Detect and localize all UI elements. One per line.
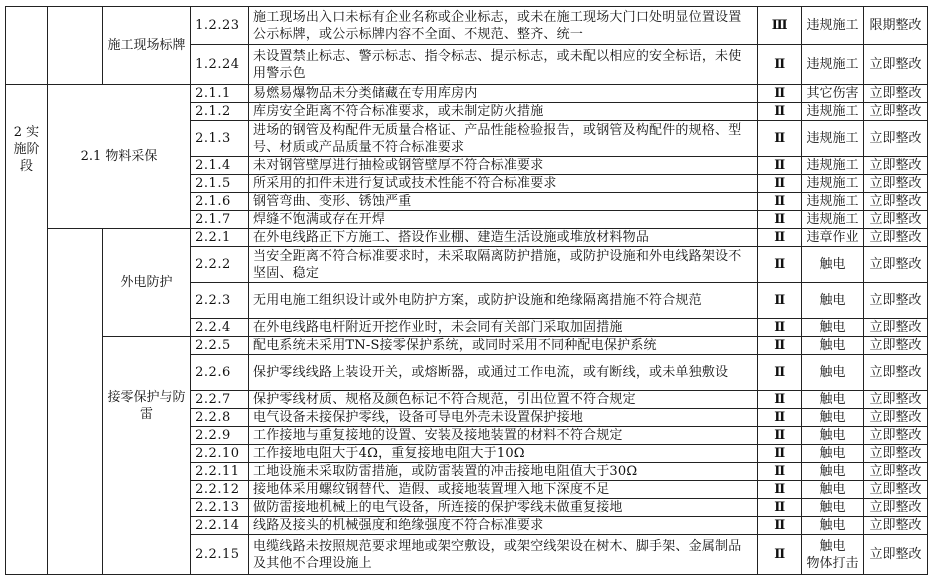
table-row — [6, 7, 928, 45]
hazard-level: Ⅱ — [758, 247, 802, 283]
item-description: 施工现场出入口未标有企业名称或企业标志，或未在施工现场大门口处明显位置设置公示标牌，或公示标牌内容不全面、不规范、整齐、统一 — [249, 7, 758, 45]
accident-type: 违规施工 — [801, 121, 863, 157]
hazard-level: Ⅱ — [758, 45, 802, 85]
item-code: 2.2.15 — [191, 535, 249, 575]
accident-type: 违规施工 — [801, 7, 863, 45]
hazard-level: Ⅱ — [758, 229, 802, 247]
rectify-action: 立即整改 — [863, 319, 927, 337]
rectify-action: 立即整改 — [863, 45, 927, 85]
item-description: 在外电线路正下方施工、搭设作业棚、建造生活设施或堆放材料物品 — [249, 229, 758, 247]
rectify-action: 立即整改 — [863, 283, 927, 319]
accident-type: 触电 — [801, 517, 863, 535]
hazard-level: Ⅱ — [758, 211, 802, 229]
rectify-action: 立即整改 — [863, 499, 927, 517]
item-code: 2.1.6 — [191, 193, 249, 211]
item-code: 2.2.6 — [191, 355, 249, 391]
hazard-level: Ⅱ — [758, 175, 802, 193]
rectify-action: 立即整改 — [863, 337, 927, 355]
item-code: 2.2.13 — [191, 499, 249, 517]
section-material-procurement: 2.1 物料采保 — [47, 85, 190, 229]
accident-type: 触电 — [801, 499, 863, 517]
accident-type: 触电 — [801, 283, 863, 319]
rectify-action: 立即整改 — [863, 157, 927, 175]
item-code: 2.2.8 — [191, 409, 249, 427]
stage-cell-continued — [6, 7, 48, 85]
hazard-level: Ⅱ — [758, 463, 802, 481]
hazard-level: Ⅱ — [758, 103, 802, 121]
item-description: 工作接地电阻大于4Ω，重复接地电阻大于10Ω — [249, 445, 758, 463]
item-code: 2.1.1 — [191, 85, 249, 103]
rectify-action: 立即整改 — [863, 85, 927, 103]
item-description: 电缆线路未按照规范要求埋地或架空敷设，或架空线架设在树木、脚手架、金属制品及其他不合理设施上 — [249, 535, 758, 575]
rectify-action: 立即整改 — [863, 247, 927, 283]
item-description: 进场的钢管及构配件无质量合格证、产品性能检验报告，或钢管及构配件的规格、型号、材质或产品质量不符合标准要求 — [249, 121, 758, 157]
item-code: 2.2.7 — [191, 391, 249, 409]
rectify-action: 立即整改 — [863, 121, 927, 157]
accident-type: 违规施工 — [801, 193, 863, 211]
accident-type: 触电 — [801, 463, 863, 481]
accident-type: 触电 — [801, 337, 863, 355]
stage-cell — [6, 85, 48, 575]
accident-type: 触电 — [801, 319, 863, 337]
hazard-level: Ⅱ — [758, 409, 802, 427]
hazard-level: Ⅱ — [758, 445, 802, 463]
hazard-level: Ⅱ — [758, 193, 802, 211]
section-cell-continued — [47, 7, 102, 85]
rectify-action: 立即整改 — [863, 463, 927, 481]
accident-type: 触电 — [801, 427, 863, 445]
hazard-level: Ⅱ — [758, 391, 802, 409]
hazard-table — [5, 6, 928, 575]
item-description: 配电系统未采用TN-S接零保护系统，或同时采用不同种配电保护系统 — [249, 337, 758, 355]
accident-type: 其它伤害 — [801, 85, 863, 103]
item-code: 2.2.4 — [191, 319, 249, 337]
item-code: 2.2.3 — [191, 283, 249, 319]
hazard-level: Ⅱ — [758, 283, 802, 319]
item-code: 2.2.5 — [191, 337, 249, 355]
rectify-action: 立即整改 — [863, 535, 927, 575]
item-description: 工作接地与重复接地的设置、安装及接地装置的材料不符合规定 — [249, 427, 758, 445]
item-code: 2.2.11 — [191, 463, 249, 481]
item-code: 1.2.24 — [191, 45, 249, 85]
item-description: 在外电线路电杆附近开挖作业时，未会同有关部门采取加固措施 — [249, 319, 758, 337]
accident-type: 违规施工 — [801, 175, 863, 193]
item-code: 1.2.23 — [191, 7, 249, 45]
stage-label: 2 实施阶段 — [13, 125, 40, 174]
accident-type: 违规施工 — [801, 157, 863, 175]
hazard-level: Ⅱ — [758, 157, 802, 175]
section-site-signage: 施工现场标牌 — [102, 7, 190, 85]
hazard-level: Ⅱ — [758, 517, 802, 535]
hazard-level: Ⅱ — [758, 535, 802, 575]
item-description: 未设置禁止标志、警示标志、指令标志、提示标志，或未配以相应的安全标语，未使用警示色 — [249, 45, 758, 85]
item-description: 库房安全距离不符合标准要求，或未制定防火措施 — [249, 103, 758, 121]
item-code: 2.2.14 — [191, 517, 249, 535]
accident-type: 触电 — [801, 391, 863, 409]
rectify-action: 立即整改 — [863, 427, 927, 445]
rectify-action: 立即整改 — [863, 211, 927, 229]
section-grounding-lightning-protection: 接零保护与防雷 — [102, 337, 190, 575]
accident-type: 触电 — [801, 409, 863, 427]
table-row — [6, 229, 928, 247]
rectify-action: 立即整改 — [863, 193, 927, 211]
accident-type: 违规施工 — [801, 211, 863, 229]
accident-type: 违章作业 — [801, 229, 863, 247]
accident-type: 触电 — [801, 481, 863, 499]
item-code: 2.1.3 — [191, 121, 249, 157]
item-code: 2.1.4 — [191, 157, 249, 175]
accident-type: 触电 — [801, 445, 863, 463]
hazard-level: Ⅱ — [758, 85, 802, 103]
item-code: 2.2.2 — [191, 247, 249, 283]
item-code: 2.1.7 — [191, 211, 249, 229]
item-description: 接地体采用螺纹钢替代、造假、或接地装置埋入地下深度不足 — [249, 481, 758, 499]
item-code: 2.2.12 — [191, 481, 249, 499]
hazard-level: Ⅱ — [758, 337, 802, 355]
rectify-action: 立即整改 — [863, 103, 927, 121]
item-code: 2.1.5 — [191, 175, 249, 193]
hazard-level: Ⅱ — [758, 499, 802, 517]
rectify-action: 立即整改 — [863, 517, 927, 535]
item-description: 未对钢管壁厚进行抽检或钢管壁厚不符合标准要求 — [249, 157, 758, 175]
item-description: 焊缝不饱满或存在开焊 — [249, 211, 758, 229]
rectify-action: 立即整改 — [863, 409, 927, 427]
item-description: 当安全距离不符合标准要求时，未采取隔离防护措施，或防护设施和外电线路架设不坚固、稳定 — [249, 247, 758, 283]
hazard-level: Ⅱ — [758, 481, 802, 499]
section-external-power-protection: 外电防护 — [102, 229, 190, 337]
rectify-action: 立即整改 — [863, 391, 927, 409]
accident-type: 触电 物体打击 — [801, 535, 863, 575]
table-row — [6, 85, 928, 103]
item-description: 所采用的扣件未进行复试或技术性能不符合标准要求 — [249, 175, 758, 193]
item-description: 保护零线线路上装设开关，或熔断器，或通过工作电流，或有断线，或未单独敷设 — [249, 355, 758, 391]
item-code: 2.2.1 — [191, 229, 249, 247]
accident-type: 违规施工 — [801, 45, 863, 85]
rectify-action: 立即整改 — [863, 355, 927, 391]
accident-type: 触电 — [801, 355, 863, 391]
hazard-level: Ⅱ — [758, 355, 802, 391]
item-description: 钢管弯曲、变形、锈蚀严重 — [249, 193, 758, 211]
hazard-level: Ⅱ — [758, 121, 802, 157]
item-description: 易燃易爆物品未分类储藏在专用库房内 — [249, 85, 758, 103]
rectify-action: 立即整改 — [863, 175, 927, 193]
item-description: 无用电施工组织设计或外电防护方案，或防护设施和绝缘隔离措施不符合规范 — [249, 283, 758, 319]
rectify-action: 立即整改 — [863, 229, 927, 247]
hazard-level: Ⅲ — [758, 7, 802, 45]
section-2-2-label-cell — [47, 229, 102, 575]
table-row — [6, 337, 928, 355]
rectify-action: 立即整改 — [863, 445, 927, 463]
rectify-action: 限期整改 — [863, 7, 927, 45]
item-code: 2.2.9 — [191, 427, 249, 445]
item-description: 保护零线材质、规格及颜色标记不符合规范，引出位置不符合规定 — [249, 391, 758, 409]
hazard-level: Ⅱ — [758, 319, 802, 337]
item-description: 做防雷接地机械上的电气设备，所连接的保护零线未做重复接地 — [249, 499, 758, 517]
item-code: 2.1.2 — [191, 103, 249, 121]
item-description: 线路及接头的机械强度和绝缘强度不符合标准要求 — [249, 517, 758, 535]
item-description: 电气设备未接保护零线，设备可导电外壳未设置保护接地 — [249, 409, 758, 427]
hazard-level: Ⅱ — [758, 427, 802, 445]
accident-type: 违规施工 — [801, 103, 863, 121]
rectify-action: 立即整改 — [863, 481, 927, 499]
item-code: 2.2.10 — [191, 445, 249, 463]
item-description: 工地设施未采取防雷措施，或防雷装置的冲击接地电阻值大于30Ω — [249, 463, 758, 481]
accident-type: 触电 — [801, 247, 863, 283]
